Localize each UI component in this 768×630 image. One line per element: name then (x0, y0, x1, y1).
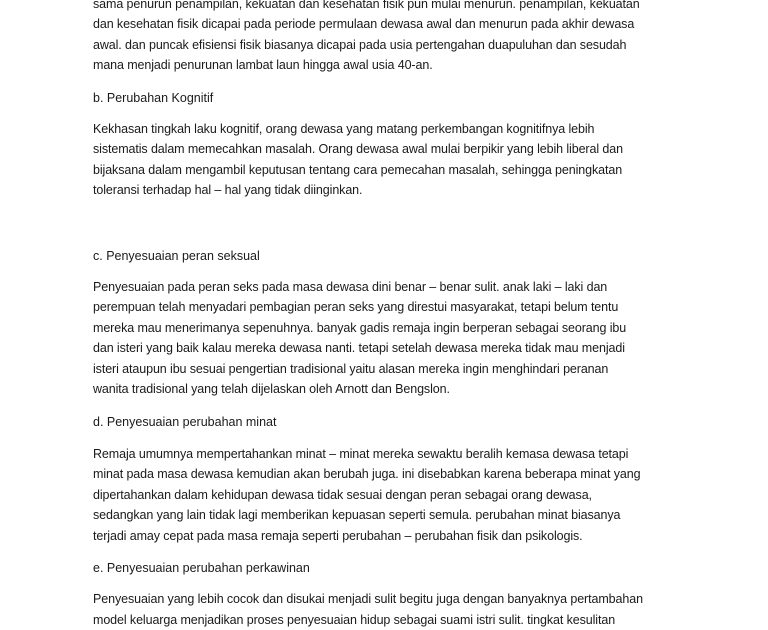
text-line: Remaja umumnya mempertahankan minat – minat mereka sewaktu beralih kemasa dewasa tetapi (93, 446, 629, 461)
text-line: Penyesuaian pada peran seks pada masa dewasa dini benar – benar sulit. anak laki – laki dan (93, 280, 608, 295)
heading-penyesuaian-peran-seksual: c. Penyesuaian peran seksual (93, 248, 260, 263)
text-line: sedangkan yang lain tidak lagi memberikan kepuasan seperti semula. perubahan minat biasanya (93, 508, 621, 523)
paragraph-peran-seksual (93, 277, 683, 399)
heading-penyesuaian-perubahan-minat: d. Penyesuaian perubahan minat (93, 414, 277, 429)
text-line: perempuan telah menyadari pembagian peran seks yang direstui masyarakat, tetapi belum tentu (93, 300, 619, 315)
text-line: dan kesehatan fisik dicapai pada periode permulaan dewasa awal dan menurun pada akhir dewasa (93, 17, 635, 32)
text-line: dipertahankan dalam kehidupan dewasa tidak sesuai dengan peran sebagai orang dewasa, (93, 487, 592, 502)
paragraph-kognitif (93, 119, 683, 201)
text-line: isteri ataupun ibu sesuai pengertian tradisional yaitu alasan mereka ingin menghindari peranan (93, 361, 609, 376)
paragraph-perubahan-minat (93, 444, 683, 546)
paragraph-physical-decline (93, 0, 683, 76)
text-line: sistematis dalam memecahkan masalah. Orang dewasa awal mulai berpikir yang lebih liberal dan (93, 142, 623, 157)
text-line: model keluarga menjadikan proses penyesuaian hidup sebagai suami istri sulit. tingkat kesulitan (93, 612, 616, 627)
text-line: minat pada masa dewasa kemudian akan berubah juga. ini disebabkan karena beberapa minat yang (93, 467, 641, 482)
text-line: awal. dan puncak efisiensi fisik biasanya dicapai pada usia pertengahan duapuluhan dan sesudah (93, 37, 627, 52)
paragraph-perkawinan (93, 589, 683, 630)
text-line: wanita tradisional yang telah dijelaskan oleh Arnott dan Bengslon. (93, 382, 450, 397)
heading-perubahan-kognitif: b. Perubahan Kognitif (93, 90, 214, 105)
text-line: bijaksana dalam mengambil keputusan tentang cara pemecahan masalah, sehingga peningkatan (93, 162, 623, 177)
text-line: sama penurun penampilan, kekuatan dan kesehatan fisik pun mulai menurun. penampilan, kekuatan (93, 0, 640, 11)
text-line: mereka mau menerimanya sepenuhnya. banyak gadis remaja ingin berperan sebagai seorang ibu (93, 320, 627, 335)
text-line: mana menjadi penurunan lambat laun hingga awal usia 40-an. (93, 58, 433, 73)
text-line: Kekhasan tingkah laku kognitif, orang dewasa yang matang perkembangan kognitifnya lebih (93, 122, 595, 137)
document-body (93, 0, 683, 630)
heading-penyesuaian-perubahan-perkawinan: e. Penyesuaian perubahan perkawinan (93, 560, 310, 575)
text-line: dan isteri yang baik kalau mereka dewasa nanti. tetapi setelah dewasa mereka tidak mau menjadi (93, 341, 625, 356)
text-line: toleransi terhadap hal – hal yang tidak diinginkan. (93, 183, 363, 198)
text-line: terjadi amay cepat pada masa remaja seperti perubahan – perubahan fisik dan psikologis. (93, 528, 583, 543)
text-line: Penyesuaian yang lebih cocok dan disukai menjadi sulit begitu juga dengan banyaknya pertambahan (93, 592, 643, 607)
